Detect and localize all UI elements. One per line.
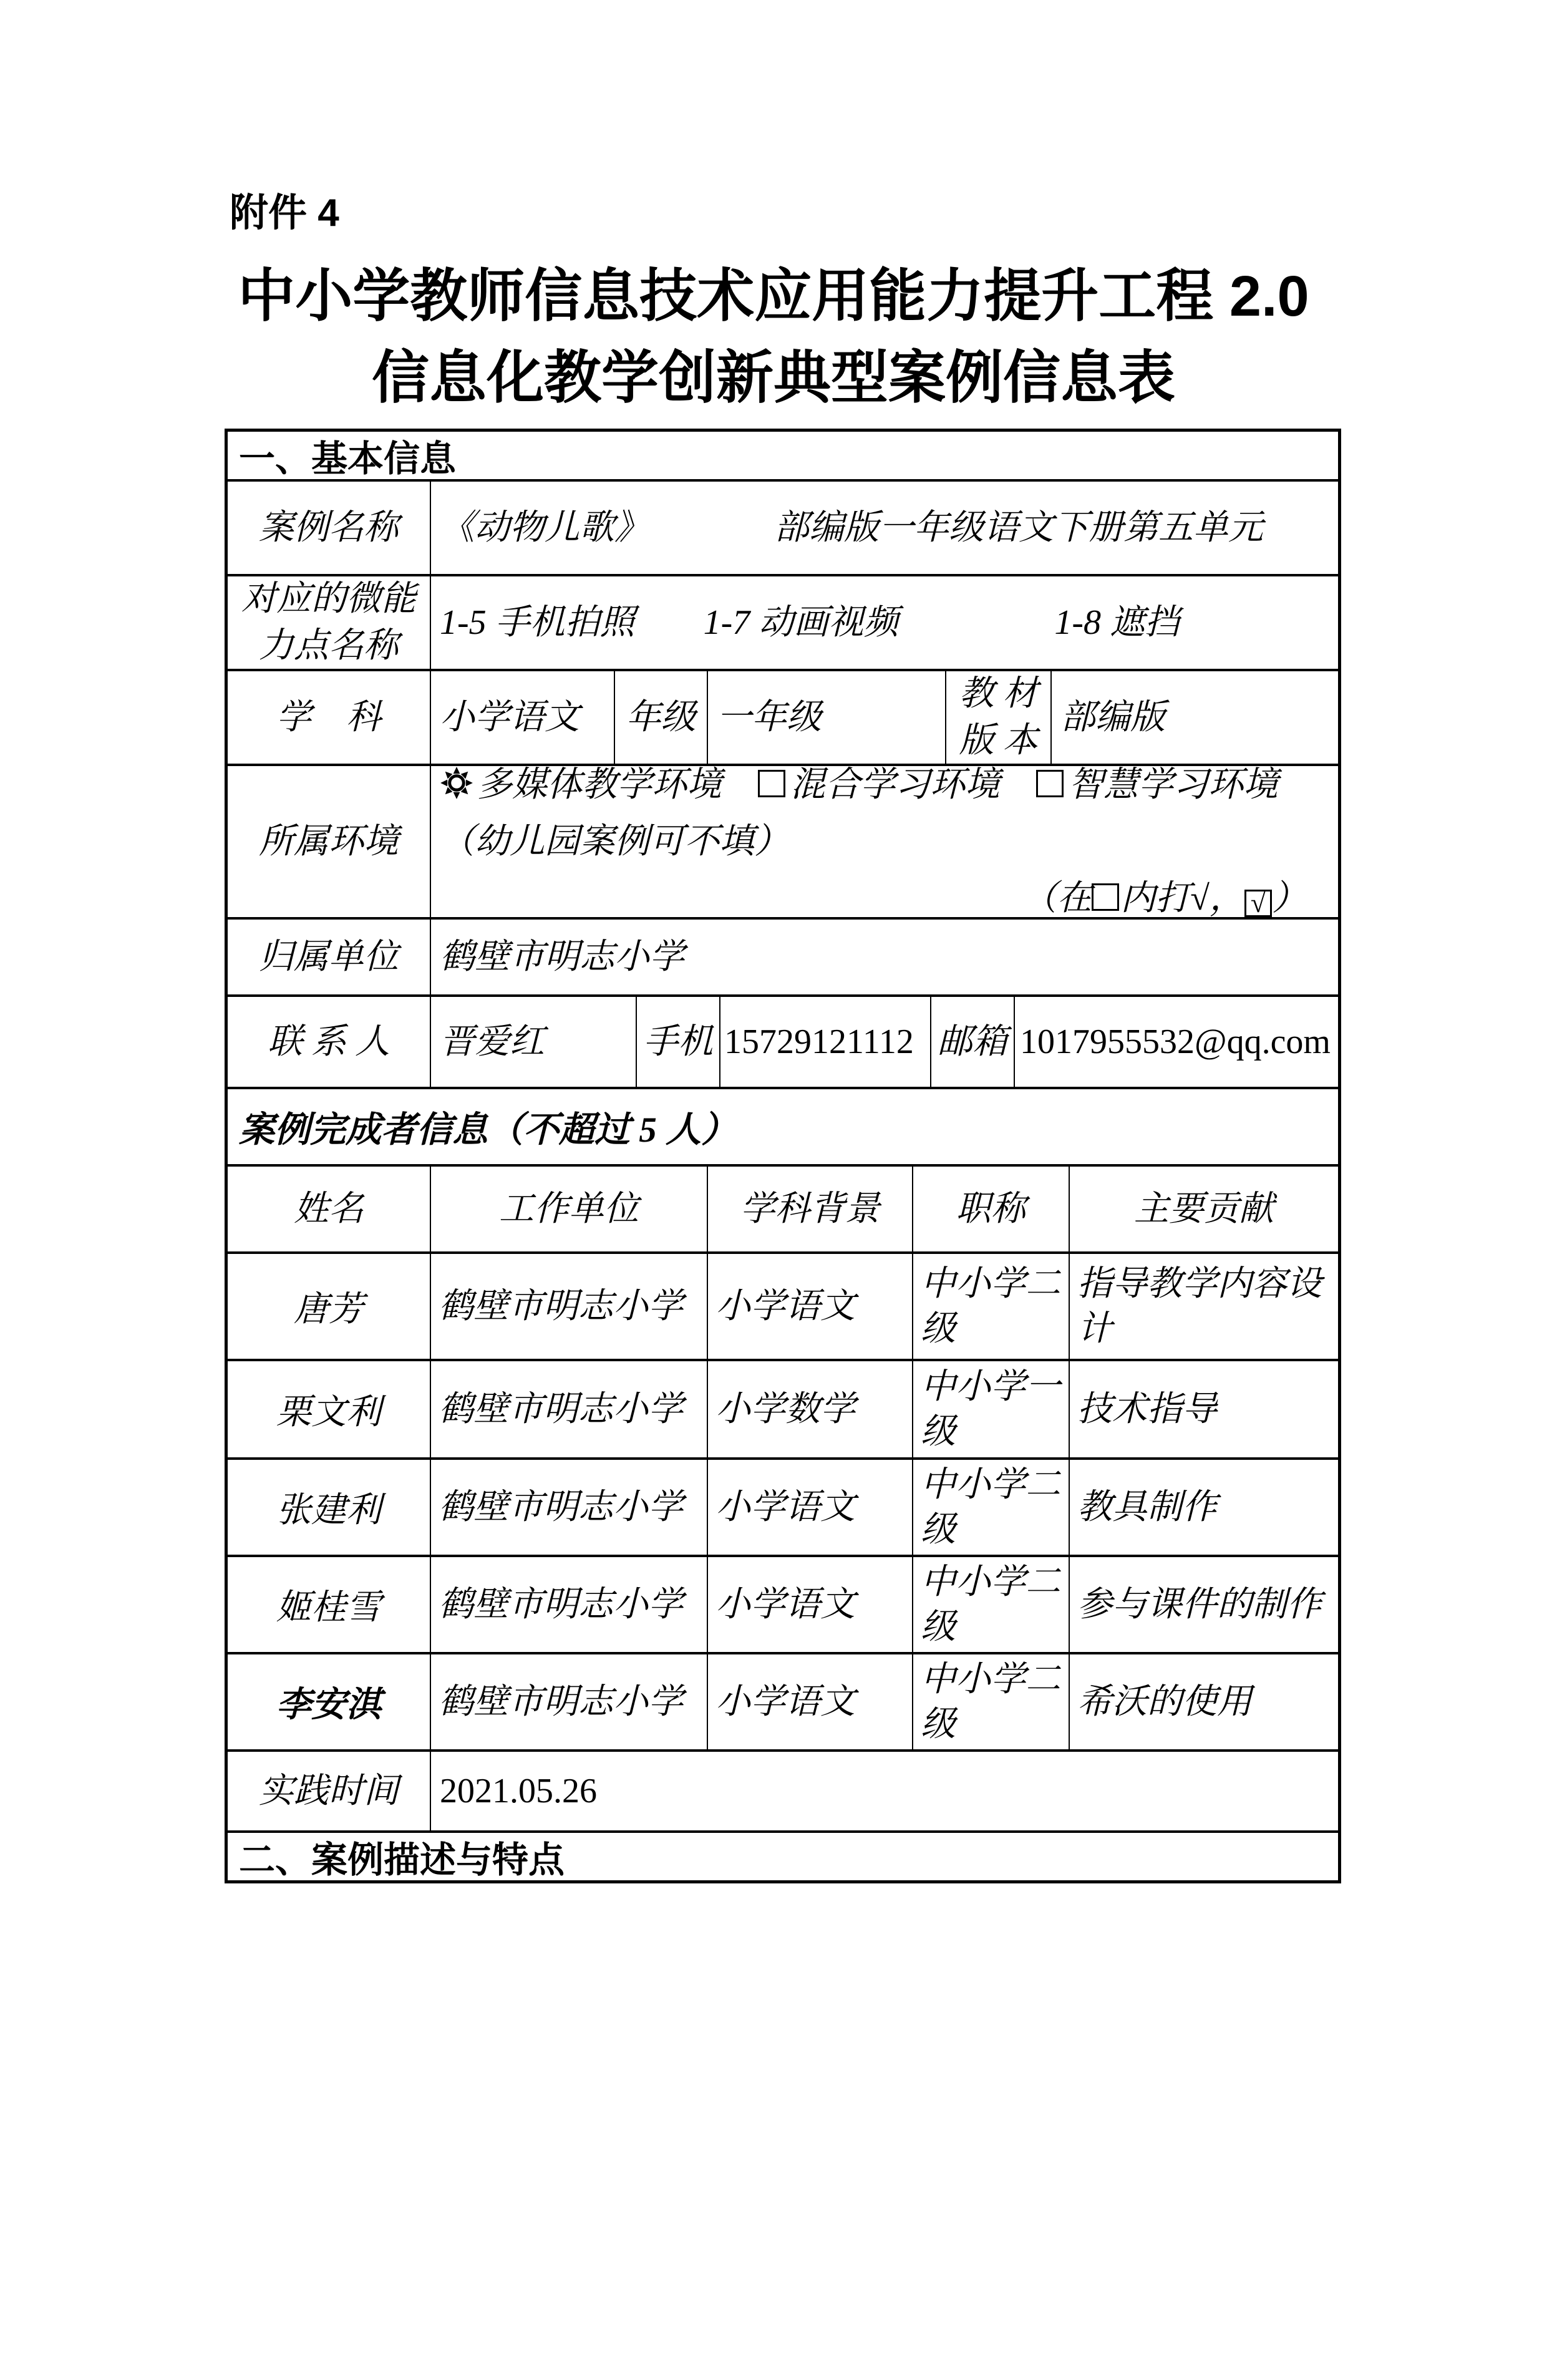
subject-value: 小学语文 [430,671,614,764]
member-unit: 鹤壁市明志小学 [430,1654,707,1749]
row-subject-grade-textbook [228,669,1338,764]
environment-note: （幼儿园案例可不填） [440,822,789,862]
row-completers-columns [228,1164,1338,1251]
case-name-value [430,482,1338,574]
completers-header: 案例完成者信息（不超过 5 人） [239,1110,737,1150]
row-micro-ability [228,574,1338,669]
subject-label: 学 科 [276,697,381,737]
row-section-basic-info [228,432,1338,479]
member-name: 姬桂雪 [276,1588,381,1628]
member-contribution: 教具制作 [1069,1460,1338,1555]
column-contribution: 主要贡献 [1069,1167,1338,1251]
member-name: 栗文利 [276,1393,381,1432]
document-title-line1: 中小学教师信息技术应用能力提升工程 2.0 [238,265,1309,329]
environment-hint-mid: 内打√， [1120,878,1244,918]
member-contribution: 指导教学内容设计 [1069,1254,1338,1359]
member-title: 中小学二级 [912,1254,1069,1359]
practice-time-label: 实践时间 [259,1771,399,1810]
micro-ability-label: 对应的微能力点名称 [241,579,416,666]
table-row [228,1359,1338,1457]
grade-value: 一年级 [707,671,945,764]
member-name: 李安淇 [276,1686,381,1725]
row-unit [228,917,1338,994]
member-unit: 鹤壁市明志小学 [430,1361,707,1457]
member-contribution: 希沃的使用 [1069,1654,1338,1749]
practice-time-value: 2021.05.26 [430,1752,1338,1830]
environment-options [440,766,1307,808]
member-name: 张建利 [276,1491,381,1530]
attachment-label: 附件 4 [230,192,339,235]
member-unit: 鹤壁市明志小学 [430,1254,707,1359]
member-subject: 小学语文 [707,1654,912,1749]
member-title: 中小学二级 [912,1460,1069,1555]
checkbox-empty-icon [1092,883,1119,911]
member-unit: 鹤壁市明志小学 [430,1557,707,1652]
member-unit: 鹤壁市明志小学 [430,1460,707,1555]
member-subject: 小学语文 [707,1460,912,1555]
row-completers-header [228,1087,1338,1164]
table-row [228,1555,1338,1652]
textbook-value: 部编版 [1050,671,1338,764]
case-name-subtitle: 部编版一年级语文下册第五单元 [774,508,1263,548]
micro-ability-item-1: 1-5 手机拍照 [440,603,635,643]
contact-name: 晋爱红 [430,997,636,1087]
column-title: 职称 [912,1167,1069,1251]
environment-hint-suffix: ） [1272,878,1307,918]
row-section-description [228,1830,1338,1880]
environment-hint-prefix: （在 [1022,878,1092,918]
checkbox-empty-icon [1036,770,1064,797]
sun-icon [440,766,477,804]
micro-ability-value [430,576,1338,669]
environment-option-2: 混合学习环境 [790,766,1000,805]
member-title: 中小学一级 [912,1361,1069,1457]
row-environment [228,764,1338,917]
member-subject: 小学语文 [707,1557,912,1652]
row-contact [228,994,1338,1087]
row-practice-time [228,1749,1338,1830]
environment-option-1: 多媒体教学环境 [477,766,722,805]
section-basic-info-header: 一、基本信息 [239,439,457,480]
micro-ability-item-3: 1-8 遮挡 [1054,603,1180,643]
textbook-label: 教 材 版 本 [945,671,1050,764]
phone-value: 15729121112 [719,997,930,1087]
environment-value [430,766,1338,917]
case-info-table [225,429,1341,1883]
environment-label: 所属环境 [259,822,399,861]
table-row [228,1652,1338,1749]
case-name-label: 案例名称 [259,508,399,547]
document-title [0,256,1547,419]
row-case-name [228,479,1338,574]
member-contribution: 技术指导 [1069,1361,1338,1457]
member-title: 中小学二级 [912,1654,1069,1749]
checkbox-checked-icon [1244,887,1272,918]
case-name-title: 《动物儿歌》 [440,508,649,548]
member-subject: 小学语文 [707,1254,912,1359]
column-subject: 学科背景 [707,1167,912,1251]
grade-label: 年级 [614,671,707,764]
document-title-line2: 信息化教学创新典型案例信息表 [371,346,1175,410]
environment-option-3: 智慧学习环境 [1069,766,1278,805]
micro-ability-item-2: 1-7 动画视频 [703,603,899,643]
member-contribution: 参与课件的制作 [1069,1557,1338,1652]
member-name: 唐芳 [294,1290,364,1329]
member-subject: 小学数学 [707,1361,912,1457]
column-unit: 工作单位 [430,1167,707,1251]
email-value: 1017955532@qq.com [1014,997,1338,1087]
document-page [0,192,1547,2380]
contact-label: 联 系 人 [268,1022,390,1061]
unit-label: 归属单位 [259,937,399,976]
email-label: 邮箱 [930,997,1014,1087]
member-title: 中小学二级 [912,1557,1069,1652]
table-row [228,1457,1338,1555]
check-mark: √ [1250,887,1266,918]
table-row [228,1251,1338,1359]
column-name: 姓名 [294,1189,364,1228]
section-description-header: 二、案例描述与特点 [239,1840,565,1881]
checkbox-empty-icon [758,770,785,797]
environment-hint [440,876,1307,918]
unit-value: 鹤壁市明志小学 [430,920,1338,994]
phone-label: 手机 [636,997,719,1087]
